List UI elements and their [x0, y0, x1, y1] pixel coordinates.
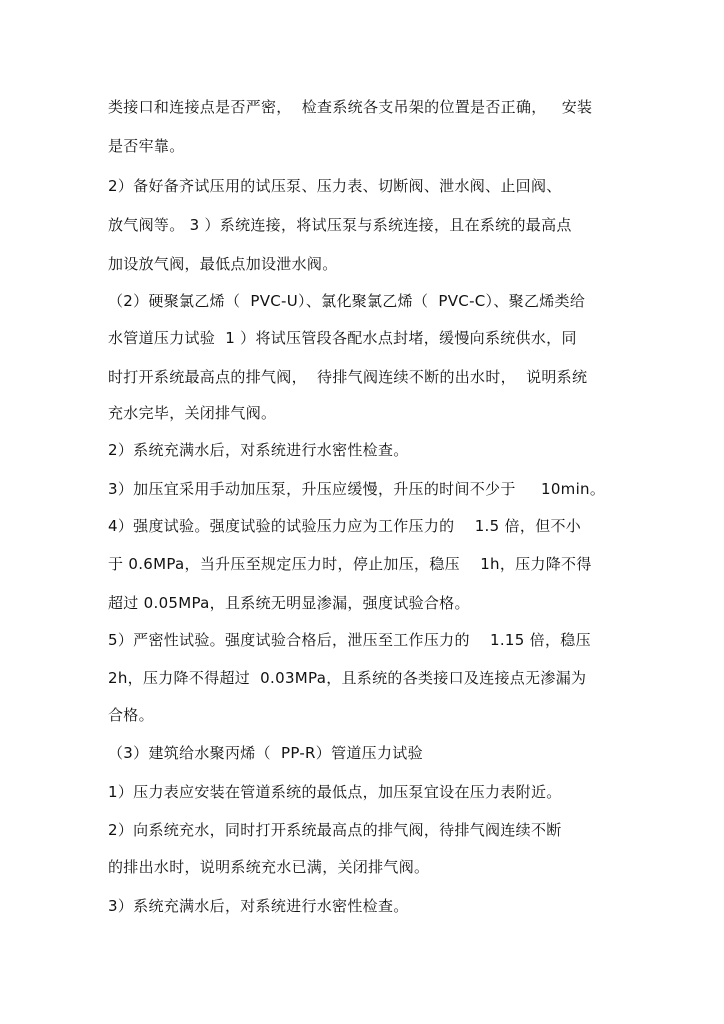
text-line: 充水完毕，关闭排气阀。 [108, 404, 277, 422]
text-line: 超过 0.05MPa，且系统无明显渗漏，强度试验合格。 [108, 594, 470, 612]
text-line: 2）备好备齐试压用的试压泵、压力表、切断阀、泄水阀、止回阀、 [108, 177, 562, 195]
text-line: 加设放气阀，最低点加设泄水阀。 [108, 255, 338, 273]
text-line: 于 0.6MPa，当升压至规定压力时，停止加压，稳压 1h，压力降不得 [108, 555, 592, 573]
text-line: 时打开系统最高点的排气阀， 待排气阀连续不断的出水时， 说明系统 [108, 368, 588, 386]
text-line: 合格。 [108, 706, 154, 724]
text-line: 4）强度试验。强度试验的试验压力应为工作压力的 1.5 倍，但不小 [108, 517, 582, 535]
text-line: 是否牢靠。 [108, 137, 185, 155]
text-line: 2）向系统充水，同时打开系统最高点的排气阀，待排气阀连续不断 [108, 821, 562, 839]
text-line: 放气阀等。 3 ）系统连接，将试压泵与系统连接，且在系统的最高点 [108, 216, 572, 234]
text-line: （2）硬聚氯乙烯（ PVC-U）、氯化聚氯乙烯（ PVC-C）、聚乙烯类给 [108, 292, 586, 310]
text-line: 1）压力表应安装在管道系统的最低点，加压泵宜设在压力表附近。 [108, 783, 562, 801]
text-line: 5）严密性试验。强度试验合格后，泄压至工作压力的 1.15 倍，稳压 [108, 631, 591, 649]
text-line: 的排出水时，说明系统充水已满，关闭排气阀。 [108, 858, 430, 876]
text-line: 类接口和连接点是否严密， 检查系统各支吊架的位置是否正确， 安装 [108, 98, 593, 116]
text-line: 3）加压宜采用手动加压泵，升压应缓慢，升压的时间不少于 10min。 [108, 480, 606, 498]
text-line: 2h，压力降不得超过 0.03MPa，且系统的各类接口及连接点无渗漏为 [108, 669, 587, 687]
text-line: 3）系统充满水后，对系统进行水密性检查。 [108, 897, 409, 915]
text-line: 2）系统充满水后，对系统进行水密性检查。 [108, 441, 409, 459]
text-line: （3）建筑给水聚丙烯（ PP-R）管道压力试验 [108, 744, 423, 762]
text-line: 水管道压力试验 1 ）将试压管段各配水点封堵，缓慢向系统供水，同 [108, 329, 577, 347]
